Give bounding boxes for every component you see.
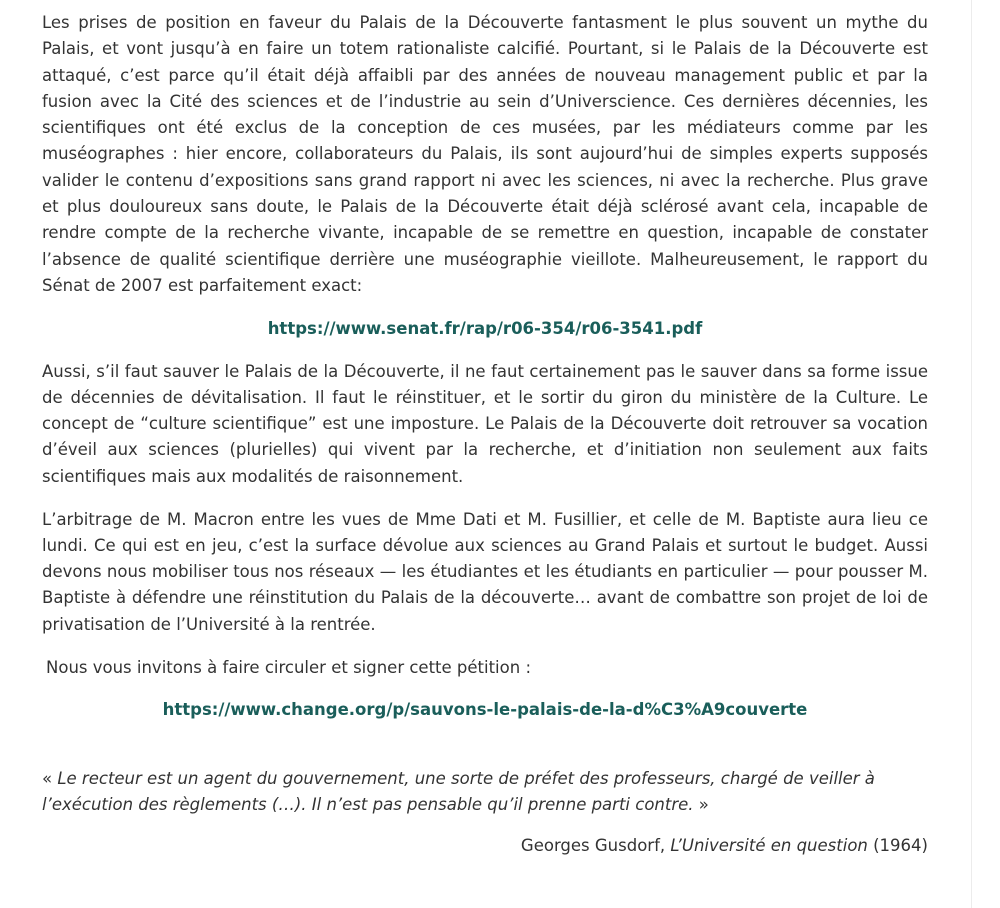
senat-link-line bbox=[42, 316, 928, 342]
paragraph-palais-myth: Les prises de position en faveur du Palais de la Découverte fantasment le plus souvent un mythe du Palais, et vont jusqu’à en faire un totem rationaliste calcifié. Pourtant, si le Palais de la Découverte est attaqué, c’est parce qu’il était déjà affaibli par des années de nouveau management public et par la fusion avec la Cité des sciences et de l’industrie au sein d’Universcience. Ces dernières décennies, les scientifiques ont été exclus de la conception de ces musées, par les médiateurs comme par les muséographes : hier encore, collaborateurs du Palais, ils sont aujourd’hui de simples experts supposés valider le contenu d’expositions sans grand rapport ni avec les sciences, ni avec la recherche. Plus grave et plus douloureux sans doute, le Palais de la Découverte était déjà sclérosé avant cela, incapable de rendre compte de la recherche vivante, incapable de se remettre en question, incapable de constater l’absence de qualité scientifique derrière une muséographie vieillote. Malheureusement, le rapport du Sénat de 2007 est parfaitement exact: bbox=[42, 13, 928, 295]
attribution-author: Georges Gusdorf, bbox=[520, 835, 671, 855]
paragraph-petition-invite: Nous vous invitons à faire circuler et signer cette pétition : bbox=[46, 657, 532, 677]
paragraph-reinstitution: Aussi, s’il faut sauver le Palais de la Découverte, il ne faut certainement pas le sauver dans sa forme issue de décennies de dévitalisation. Il faut le réinstituer, et le sortir du giron du ministère de la Culture. Le concept de “culture scientifique” est une imposture. Le Palais de la Découverte doit retrouver sa vocation d’éveil aux sciences (plurielles) qui vivent par la recherche, et d’initiation non seulement aux faits scientifiques mais aux modalités de raisonnement. bbox=[42, 361, 928, 486]
attribution-year: (1964) bbox=[867, 835, 928, 855]
quote-open-mark: « bbox=[42, 769, 58, 789]
petition-link-line bbox=[42, 697, 928, 723]
spacer bbox=[42, 740, 928, 766]
petition-link[interactable]: https://www.change.org/p/sauvons-le-palais-de-la-d%C3%A9couverte bbox=[162, 700, 808, 720]
quote-close-mark: » bbox=[693, 795, 709, 815]
page-edge-divider bbox=[971, 0, 972, 908]
attribution-work: L’Université en question bbox=[670, 835, 868, 855]
quote-attribution bbox=[42, 833, 928, 859]
gusdorf-quote bbox=[42, 766, 928, 819]
quote-text: Le recteur est un agent du gouvernement, une sorte de préfet des professeurs, chargé de veiller à l’exécution des règlements (…). Il n’est pas pensable qu’il prenne parti contre. bbox=[42, 769, 875, 815]
senat-report-link[interactable]: https://www.senat.fr/rap/r06-354/r06-3541.pdf bbox=[267, 318, 703, 338]
article-body bbox=[42, 10, 928, 859]
paragraph-arbitrage: L’arbitrage de M. Macron entre les vues de Mme Dati et M. Fusillier, et celle de M. Baptiste aura lieu ce lundi. Ce qui est en jeu, c’est la surface dévolue aux sciences au Grand Palais et surtout le budget. Aussi devons nous mobiliser tous nos réseaux — les étudiantes et les étudiants en particulier — pour pousser M. Baptiste à défendre une réinstitution du Palais de la découverte… avant de combattre son projet de loi de privatisation de l’Université à la rentrée. bbox=[42, 509, 928, 634]
